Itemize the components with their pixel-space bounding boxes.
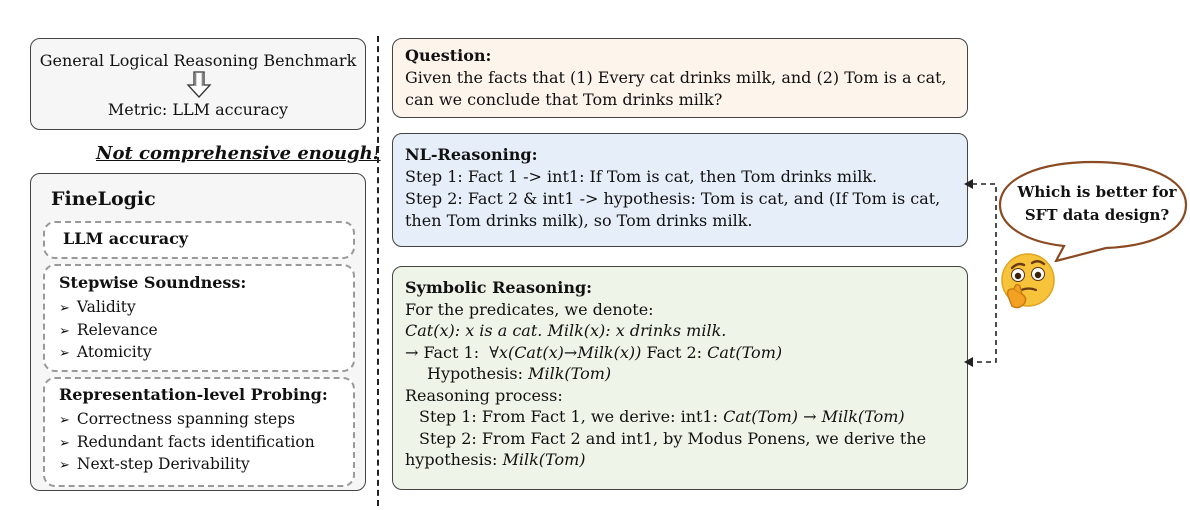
finelogic-title: FineLogic bbox=[51, 188, 156, 210]
step2-prefix: hypothesis: bbox=[405, 450, 498, 469]
list-item: ➢ Atomicity bbox=[59, 342, 158, 365]
bubble-line: SFT data design? bbox=[1024, 206, 1170, 224]
step1-prefix: Step 1: From Fact 1, we derive: int1: bbox=[419, 407, 718, 426]
predicate-definitions: Cat(x): x is a cat. Milk(x): x drinks milk. bbox=[405, 321, 727, 340]
nl-line: then Tom drinks milk), so Tom drinks milk. bbox=[405, 211, 753, 230]
question-title: Question: bbox=[405, 46, 492, 65]
step2-conclusion bbox=[405, 449, 926, 471]
accuracy-box bbox=[43, 221, 355, 259]
probing-box bbox=[43, 377, 355, 487]
step1-line bbox=[405, 406, 926, 428]
list-item: ➢ Correctness spanning steps bbox=[59, 409, 315, 432]
soundness-title: Stepwise Soundness: bbox=[59, 273, 247, 292]
fact1-prefix: → Fact 1: bbox=[405, 342, 480, 362]
benchmark-title: General Logical Reasoning Benchmark bbox=[39, 51, 357, 70]
step2-formula: Milk(Tom) bbox=[502, 450, 586, 469]
process-label: Reasoning process: bbox=[405, 385, 563, 405]
step1-formula: Cat(Tom) → Milk(Tom) bbox=[723, 407, 905, 426]
fact2-formula: Cat(Tom) bbox=[707, 342, 783, 362]
fact2-prefix: Fact 2: bbox=[646, 342, 703, 362]
metric-text: Metric: LLM accuracy bbox=[107, 100, 289, 119]
hypothesis-line bbox=[405, 363, 926, 385]
list-item: ➢ Redundant facts identification bbox=[59, 432, 315, 455]
list-item: ➢ Validity bbox=[59, 297, 158, 320]
probing-list bbox=[59, 409, 315, 477]
nl-title: NL-Reasoning: bbox=[405, 145, 538, 164]
symbolic-intro: For the predicates, we denote: bbox=[405, 299, 654, 319]
hypothesis-prefix: Hypothesis: bbox=[427, 364, 523, 383]
nl-line: Step 2: Fact 2 & int1 -> hypothesis: Tom is cat, and (If Tom is cat, bbox=[405, 189, 941, 208]
question-line: Given the facts that (1) Every cat drinks milk, and (2) Tom is a cat, bbox=[405, 68, 947, 87]
bubble-line: Which is better for bbox=[1017, 183, 1177, 201]
symbolic-reasoning-box bbox=[392, 266, 968, 490]
critique-text: Not comprehensive enough! bbox=[96, 143, 381, 164]
nl-reasoning-box bbox=[392, 133, 968, 247]
probing-title: Representation-level Probing: bbox=[59, 385, 328, 404]
column-divider bbox=[377, 36, 379, 506]
accuracy-label: LLM accuracy bbox=[63, 229, 189, 248]
bubble-text bbox=[1003, 181, 1190, 227]
symbolic-title: Symbolic Reasoning: bbox=[405, 278, 593, 297]
question-line: can we conclude that Tom drinks milk? bbox=[405, 90, 723, 109]
question-box bbox=[392, 38, 968, 118]
soundness-list bbox=[59, 297, 158, 365]
benchmark-box bbox=[30, 38, 366, 130]
facts-line bbox=[405, 342, 926, 364]
fact1-formula: ∀x(Cat(x)→Milk(x)) bbox=[489, 342, 642, 362]
hypothesis-formula: Milk(Tom) bbox=[528, 364, 612, 383]
thinking-face-icon bbox=[998, 250, 1062, 314]
step2-line: Step 2: From Fact 2 and int1, by Modus Ponens, we derive the bbox=[419, 428, 927, 448]
soundness-box bbox=[43, 264, 355, 372]
down-arrow-icon bbox=[186, 71, 212, 99]
list-item: ➢ Next-step Derivability bbox=[59, 454, 315, 477]
list-item: ➢ Relevance bbox=[59, 320, 158, 343]
finelogic-box bbox=[30, 173, 366, 491]
nl-line: Step 1: Fact 1 -> int1: If Tom is cat, then Tom drinks milk. bbox=[405, 167, 878, 186]
